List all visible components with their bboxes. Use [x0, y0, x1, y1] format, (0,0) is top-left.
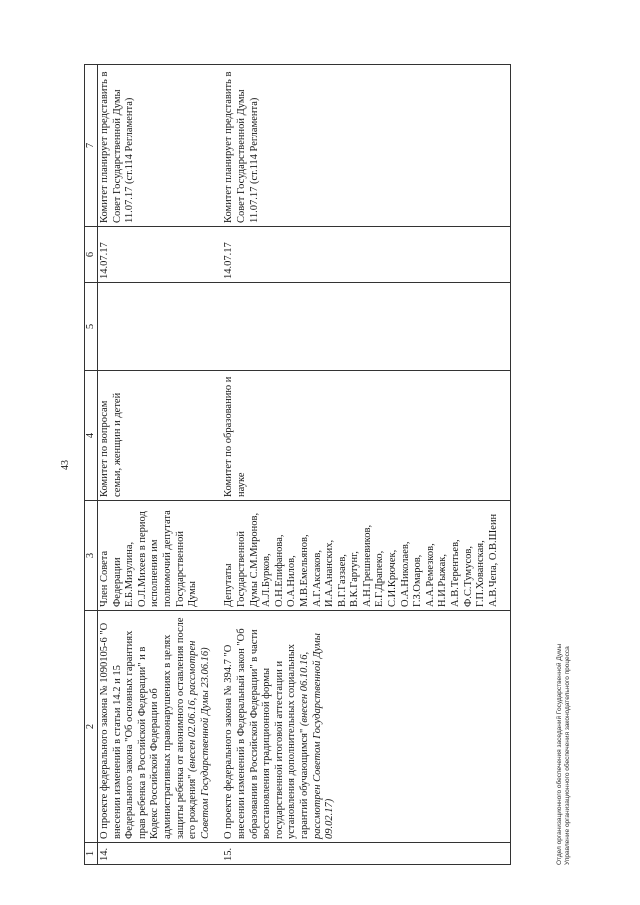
footer-line: Отдел организационного обеспечения заседаний Государственной Думы [556, 643, 563, 865]
column-5-cell [98, 283, 223, 371]
bill-description [222, 611, 511, 843]
bill-author: Депутаты Государственной Думы С.М.Миронов, А.Л.Бурков, О.Н.Епифанова, О.А.Нилов, М.В.Емельянов, А.Г.Аксаков, И.А.Ананских, В.Г.Газзаев, В.К.Гартунг, А.Н.Грешневиков, Е.Г.Драпеко, С.И.Крючек, О.А.Николаев, Г.З.Омаров, А.А.Ремезков, Н.И.Рыжак, А.В.Терентьев, Ф.С.Тумусов, Г.П.Хованская, А.В.Чепа, О.В.Шеин [222, 501, 511, 611]
row-number: 14. [98, 843, 223, 865]
table-row [98, 65, 223, 865]
rotated-sheet [60, 60, 600, 870]
bill-note: (внесен 06.10.16, рассмотрен Советом Государственной Думы 09.02.17) [298, 633, 336, 839]
bills-table [84, 64, 511, 865]
column-header: 5 [85, 283, 98, 371]
plan-note: Комитет планирует представить в Совет Государственной Думы 11.07.17 (ст.114 Регламента) [98, 65, 223, 227]
plan-note: Комитет планирует представить в Совет Государственной Думы 11.07.17 (ст.114 Регламента) [222, 65, 511, 227]
deadline-date: 14.07.17 [98, 227, 223, 283]
column-header: 7 [85, 65, 98, 227]
header-row [85, 65, 98, 865]
page-footer [556, 265, 572, 865]
deadline-date: 14.07.17 [222, 227, 511, 283]
column-header: 1 [85, 843, 98, 865]
bill-description [98, 611, 223, 843]
column-header: 3 [85, 501, 98, 611]
bill-title: О проекте федерального закона № 394.7 "О внесении изменений в Федеральный закон "Об образовании в Российской Федерации" в части восстановления традиционной формы государственной итоговой аттестации и установления дополнительных социальных гарантий обучающимся" [223, 628, 310, 839]
column-header: 6 [85, 227, 98, 283]
column-5-cell [222, 283, 511, 371]
bill-note: (внесен 02.06.16, рассмотрен Советом Государственной Думы 23.06.16) [187, 640, 211, 839]
column-header: 2 [85, 611, 98, 843]
page-number: 43 [60, 460, 71, 470]
footer-line: Управление организационного обеспечения законодательного процесса [564, 646, 571, 865]
table-row [222, 65, 511, 865]
row-number: 15. [222, 843, 511, 865]
bill-title: О проекте федерального закона № 1090105-6 "О внесении изменений в статьи 14.2 и 15 Федерального закона "Об основных гарантиях прав ребенка в Российской Федерации" и в Кодекс Российской Федерации об административных правонарушениях в целях защиты ребенка от анонимного оставления после его рождения" [99, 617, 199, 839]
responsible-committee: Комитет по образованию и науке [222, 371, 511, 501]
bill-author: Член Совета Федерации Е.Б.Мизулина, О.Л.Михеев в период исполнения им полномочий депутата Государственной Думы [98, 501, 223, 611]
responsible-committee: Комитет по вопросам семьи, женщин и детей [98, 371, 223, 501]
column-header: 4 [85, 371, 98, 501]
